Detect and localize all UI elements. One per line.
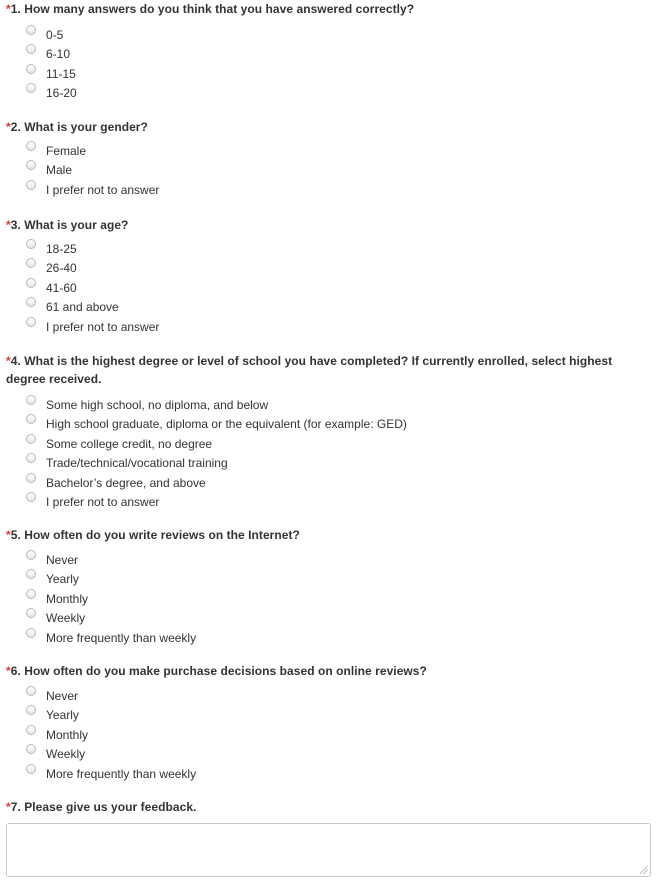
options-list [6,144,646,202]
option-weekly[interactable]: Weekly [6,747,646,766]
radio-button[interactable] [26,550,36,560]
option-monthly[interactable]: Monthly [6,728,646,747]
question-title: *6. How often do you make purchase decisions based on online reviews? [6,664,427,678]
radio-button[interactable] [26,628,36,638]
radio-button[interactable] [26,686,36,696]
radio-button[interactable] [26,258,36,268]
option-female[interactable]: Female [6,144,646,163]
required-asterisk: * [6,528,11,542]
option-more-than-weekly[interactable]: More frequently than weekly [6,631,646,650]
option-never[interactable]: Never [6,553,646,572]
option-more-than-weekly[interactable]: More frequently than weekly [6,767,646,786]
option-weekly[interactable]: Weekly [6,611,646,630]
radio-button[interactable] [26,492,36,502]
question-6 [6,662,646,786]
radio-button[interactable] [26,25,36,35]
option-yearly[interactable]: Yearly [6,572,646,591]
radio-button[interactable] [26,744,36,754]
radio-button[interactable] [26,453,36,463]
radio-button[interactable] [26,141,36,151]
feedback-textarea[interactable] [6,823,651,877]
question-1 [6,0,646,106]
options-list [6,553,646,650]
required-asterisk: * [6,664,11,678]
radio-button[interactable] [26,434,36,444]
option-16-20[interactable]: 16-20 [6,86,646,105]
option-6-10[interactable]: 6-10 [6,47,646,66]
required-asterisk: * [6,120,11,134]
radio-button[interactable] [26,64,36,74]
radio-button[interactable] [26,317,36,327]
radio-button[interactable] [26,569,36,579]
question-title: *7. Please give us your feedback. [6,800,197,814]
radio-button[interactable] [26,608,36,618]
option-bachelors[interactable]: Bachelor’s degree, and above [6,476,646,495]
question-title: *2. What is your gender? [6,120,148,134]
question-3 [6,216,646,339]
radio-button[interactable] [26,705,36,715]
option-prefer-not[interactable]: I prefer not to answer [6,495,646,514]
option-some-college[interactable]: Some college credit, no degree [6,437,646,456]
question-title: *1. How many answers do you think that you have answered correctly? [6,2,415,16]
required-asterisk: * [6,800,11,814]
required-asterisk: * [6,354,11,368]
option-26-40[interactable]: 26-40 [6,261,646,280]
option-never[interactable]: Never [6,689,646,708]
option-61-above[interactable]: 61 and above [6,300,646,319]
radio-button[interactable] [26,44,36,54]
question-title: *4. What is the highest degree or level of school you have completed? If currently enrolled, select highest degree received. [6,354,613,386]
option-some-high-school[interactable]: Some high school, no diploma, and below [6,398,646,417]
options-list [6,689,646,786]
radio-button[interactable] [26,278,36,288]
options-list [6,28,646,106]
option-18-25[interactable]: 18-25 [6,242,646,261]
question-5 [6,526,646,650]
radio-button[interactable] [26,239,36,249]
radio-button[interactable] [26,83,36,93]
resize-grip-icon[interactable] [640,866,648,874]
radio-button[interactable] [26,473,36,483]
required-asterisk: * [6,218,11,232]
question-title: *3. What is your age? [6,218,129,232]
option-monthly[interactable]: Monthly [6,592,646,611]
radio-button[interactable] [26,764,36,774]
option-male[interactable]: Male [6,163,646,182]
option-trade-training[interactable]: Trade/technical/vocational training [6,456,646,475]
option-0-5[interactable]: 0-5 [6,28,646,47]
option-prefer-not[interactable]: I prefer not to answer [6,320,646,339]
options-list [6,242,646,339]
required-asterisk: * [6,2,11,16]
option-yearly[interactable]: Yearly [6,708,646,727]
question-4 [6,352,646,514]
radio-button[interactable] [26,395,36,405]
options-list [6,398,646,514]
question-7 [6,798,646,816]
radio-button[interactable] [26,160,36,170]
option-41-60[interactable]: 41-60 [6,281,646,300]
radio-button[interactable] [26,297,36,307]
option-11-15[interactable]: 11-15 [6,67,646,86]
option-prefer-not[interactable]: I prefer not to answer [6,183,646,202]
radio-button[interactable] [26,414,36,424]
radio-button[interactable] [26,180,36,190]
question-2 [6,118,646,202]
radio-button[interactable] [26,725,36,735]
radio-button[interactable] [26,589,36,599]
question-title: *5. How often do you write reviews on the Internet? [6,528,300,542]
option-high-school-graduate[interactable]: High school graduate, diploma or the equivalent (for example: GED) [6,417,646,436]
